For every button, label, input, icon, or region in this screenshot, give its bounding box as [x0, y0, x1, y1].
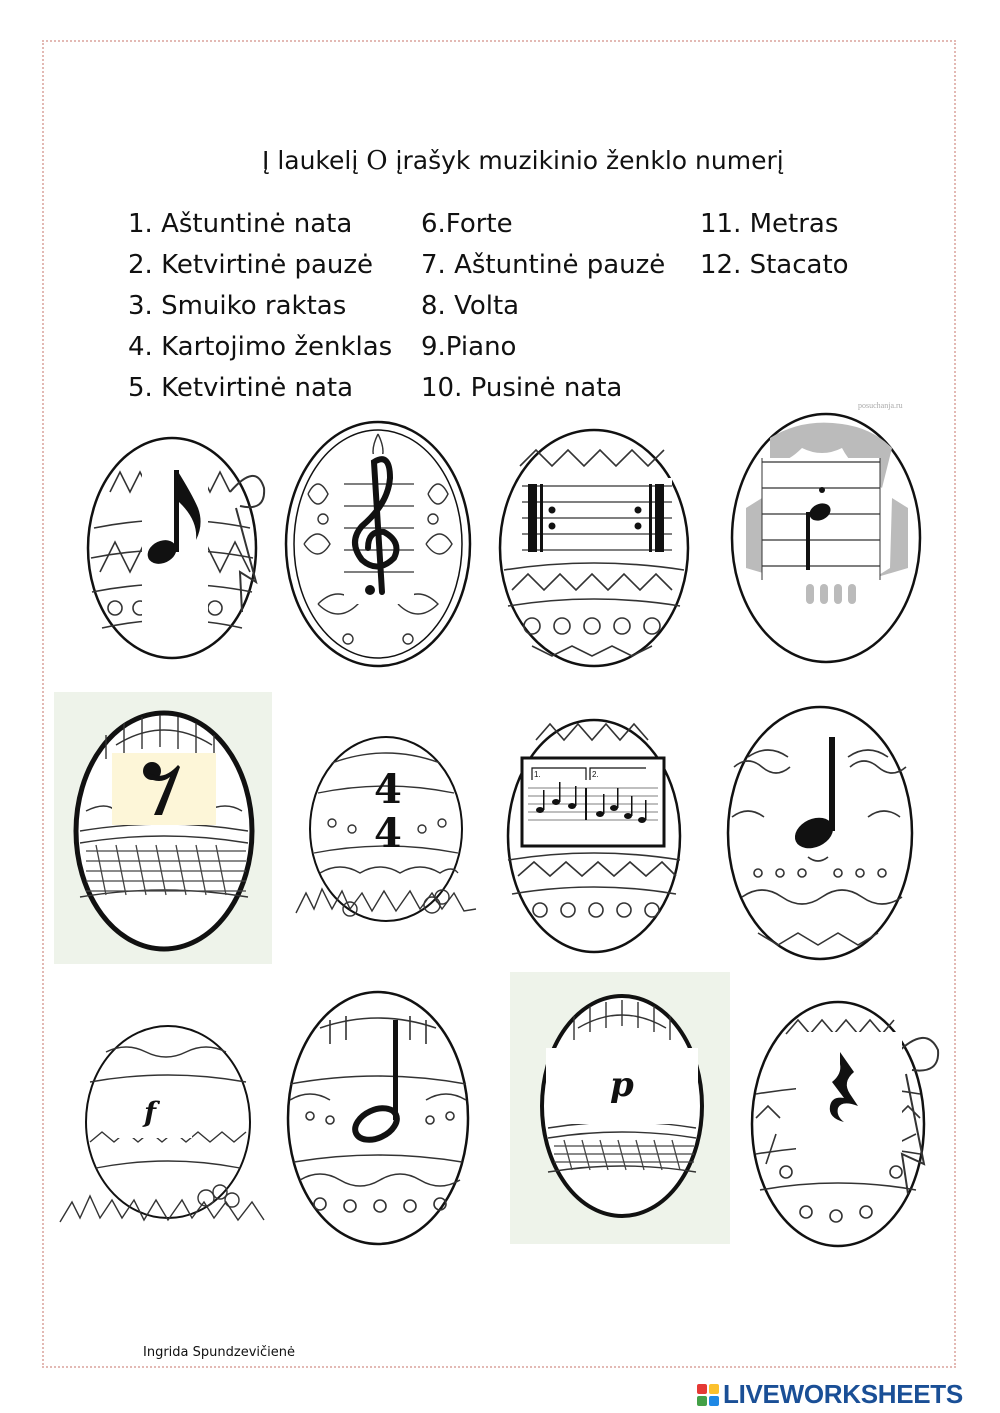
legend-column-1 [128, 204, 392, 409]
legend-column-2 [421, 204, 665, 409]
time-signature-top: 4 [374, 766, 402, 813]
liveworksheets-logo[interactable] [697, 1379, 963, 1410]
egg-half-note[interactable] [280, 984, 480, 1254]
egg-volta[interactable] [496, 710, 696, 960]
piano-symbol: p [610, 1065, 634, 1105]
egg-forte[interactable] [56, 1022, 270, 1252]
legend-item: 4. Kartojimo ženklas [128, 332, 393, 362]
egg-quarter-rest[interactable] [746, 994, 942, 1254]
egg-eighth-rest[interactable] [66, 705, 264, 955]
legend-item: 7. Aštuntinė pauzė [421, 250, 666, 280]
volta-first-ending: 1. [534, 770, 541, 779]
logo-square [709, 1396, 719, 1406]
logo-square [709, 1384, 719, 1394]
egg-eighth-note[interactable] [80, 432, 270, 662]
logo-text: LIVEWORKSHEETS [723, 1379, 963, 1409]
legend-item: 1. Aštuntinė nata [128, 209, 353, 239]
legend-item: 3. Smuiko raktas [128, 291, 347, 321]
volta-second-ending: 2. [592, 770, 599, 779]
egg-piano[interactable] [534, 988, 714, 1224]
time-signature-bottom: 4 [374, 810, 402, 857]
logo-square [697, 1396, 707, 1406]
legend-item: 6.Forte [421, 209, 513, 239]
legend-item: 11. Metras [700, 209, 839, 239]
forte-symbol: f [144, 1096, 157, 1129]
legend-item: 2. Ketvirtinė pauzė [128, 250, 374, 280]
legend-column-3 [700, 204, 849, 286]
answer-circle-symbol: O [366, 146, 388, 176]
egg-repeat-sign[interactable] [492, 420, 702, 670]
legend-item: 10. Pusinė nata [421, 373, 623, 403]
legend-item: 9.Piano [421, 332, 517, 362]
egg-quarter-note[interactable] [718, 697, 924, 967]
logo-icon [697, 1384, 719, 1406]
legend-item: 8. Volta [421, 291, 520, 321]
egg-treble-clef[interactable] [278, 414, 478, 674]
instruction-title: Į laukelį O įrašyk muzikinio ženklo numerį [262, 146, 784, 176]
legend-item: 5. Ketvirtinė nata [128, 373, 354, 403]
watermark: posuchanja.ru [858, 401, 903, 410]
egg-time-signature[interactable] [292, 733, 482, 943]
legend-item: 12. Stacato [700, 250, 849, 280]
logo-square [697, 1384, 707, 1394]
author-name: Ingrida Spundzevičienė [143, 1345, 295, 1360]
egg-staccato-note[interactable] [722, 398, 932, 668]
